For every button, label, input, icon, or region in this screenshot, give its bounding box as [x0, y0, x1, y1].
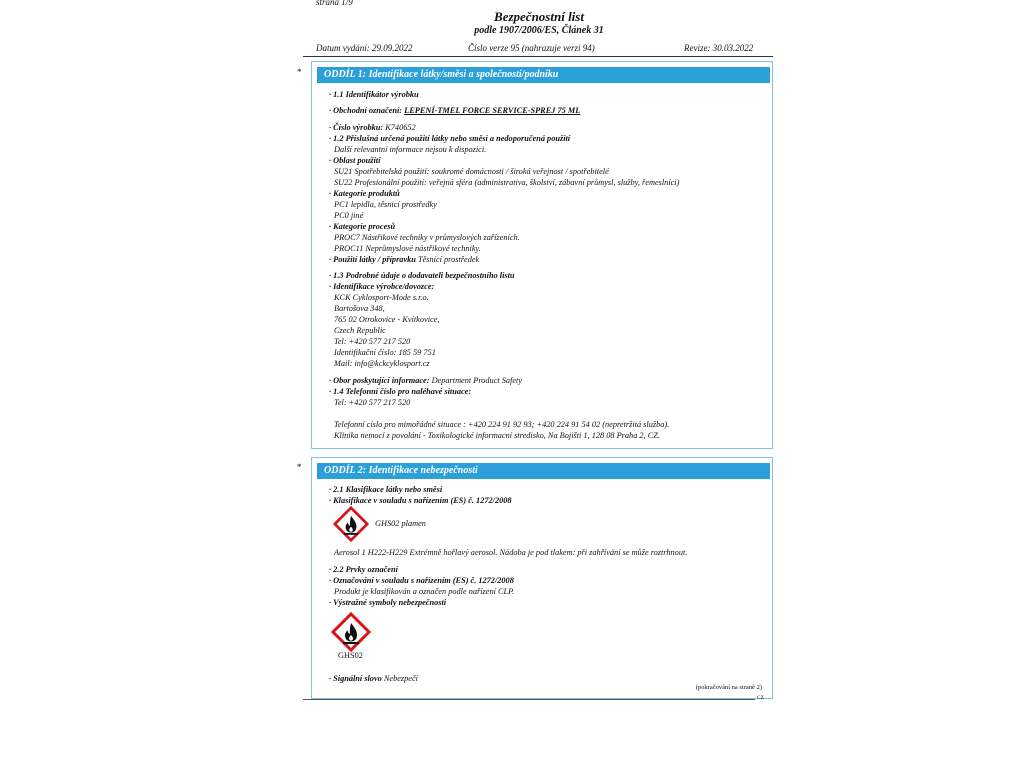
section-1-title: ODDÍL 1: Identifikace látky/směsi a společnosti/podniku — [317, 67, 770, 83]
trade-name-value: LEPENÍ-TMEL FORCE SERVICE-SPREJ 75 ML — [404, 106, 581, 115]
issue-date: Datum vydání: 29.09.2022 — [316, 43, 413, 53]
label-elements-heading: · 2.2 Prvky označení — [329, 565, 398, 574]
info-department-line — [329, 376, 522, 386]
country-code: CZ — [757, 695, 765, 701]
company-city: 765 02 Otrokovice - Kvítkovice, — [334, 315, 440, 324]
classification-heading: · 2.1 Klasifikace látky nebo směsi — [329, 485, 443, 494]
version-number: Číslo verze 95 (nahrazuje verzi 94) — [468, 43, 595, 53]
emergency-phone-heading: · 1.4 Telefonní číslo pro naléhavé situace: — [329, 387, 472, 396]
header-divider — [303, 56, 773, 57]
product-number-line — [329, 123, 416, 133]
company-email: Mail: info@kckcyklosport.cz — [334, 359, 430, 368]
toxicology-center: Klinika nemocí z povolání - Toxikologické informacní stredisko, Na Bojišti 1, 128 08 Praha 2, CZ. — [334, 431, 660, 440]
area-of-use-heading: · Oblast použití — [329, 156, 381, 165]
clp-statement: Produkt je klasifikován a označen podle nařízení CLP. — [334, 587, 515, 596]
info-department-label: · Obor poskytující informace: — [329, 376, 430, 385]
su22-line: SU22 Profesionální použití: veřejná sféra (administrativa, školství, zábavní průmysl, služby, řemeslníci) — [334, 178, 680, 187]
document-subtitle: podle 1907/2006/ES, Článek 31 — [474, 25, 604, 36]
page-number: strana 1/9 — [316, 0, 353, 7]
section-2 — [311, 457, 773, 699]
manufacturer-heading: · Identifikace výrobce/dovozce: — [329, 282, 435, 291]
ghs-pictogram-label: GHS02 plamen — [375, 519, 426, 528]
emergency-phone: Tel: +420 577 217 520 — [334, 398, 411, 407]
company-street: Bartošova 348, — [334, 304, 385, 313]
section-1 — [311, 61, 773, 449]
section-2-title: ODDÍL 2: Identifikace nebezpečnosti — [317, 463, 770, 479]
product-number-value: K740652 — [385, 123, 416, 132]
info-department-value: Department Product Safety — [431, 376, 523, 385]
signal-word-line — [329, 674, 418, 684]
company-id: Identifikační číslo: 185 59 751 — [334, 348, 436, 357]
classification-regulation-heading: · Klasifikace v souladu s nařízením (ES) č. 1272/2008 — [329, 496, 512, 505]
change-marker: * — [297, 462, 302, 472]
company-country: Czech Republic — [334, 326, 386, 335]
trade-name-label: · Obchodní označení: — [329, 106, 403, 115]
product-identifier-heading: · 1.1 Identifikátor výrobku — [329, 90, 419, 99]
trade-name-line — [329, 106, 580, 116]
emergency-phone-extended: Telefonní císlo pro mimořádné situace : +420 224 91 92 93; +420 224 91 54 02 (nepretržitá služba). — [334, 420, 670, 429]
product-categories-heading: · Kategorie produktů — [329, 189, 400, 198]
identified-uses-text: Další relevantní informace nejsou k dispozici. — [334, 145, 487, 154]
hazard-statement: Aerosol 1 H222-H229 Extrémně hořlavý aerosol. Nádoba je pod tlakem: při zahřívání se může roztrhnout. — [334, 548, 688, 557]
substance-use-line — [329, 255, 479, 265]
identified-uses-heading: · 1.2 Příslušná určená použití látky nebo směsi a nedoporučená použití — [329, 134, 571, 143]
supplier-details-heading: · 1.3 Podrobné údaje o dodavateli bezpečnostního listu — [329, 271, 515, 280]
document-title: Bezpečnostní list — [494, 9, 584, 24]
flame-pictogram-icon — [331, 612, 371, 652]
revision-date: Revize: 30.03.2022 — [684, 43, 754, 53]
hazard-pictograms-heading: · Výstražné symboly nebezpečnosti — [329, 598, 447, 607]
proc7-line: PROC7 Nástřikové techniky v průmyslových zařízeních. — [334, 233, 520, 242]
change-marker: * — [297, 67, 302, 77]
flame-pictogram-icon — [333, 506, 369, 542]
su21-line: SU21 Spotřebitelská použití: soukromé domácnosti / široká veřejnost / spotřebitelé — [334, 167, 609, 176]
company-name: KCK Cyklosport-Mode s.r.o. — [334, 293, 429, 302]
footer-divider — [303, 699, 755, 700]
company-phone: Tel: +420 577 217 520 — [334, 337, 411, 346]
proc11-line: PROC11 Neprůmyslové nástřikové techniky. — [334, 244, 481, 253]
substance-use-label: · Použití látky / přípravku — [329, 255, 416, 264]
process-categories-heading: · Kategorie procesů — [329, 222, 396, 231]
product-number-label: · Číslo výrobku: — [329, 123, 384, 132]
ghs-code-label: GHS02 — [338, 651, 363, 660]
signal-word-value: Nebezpečí — [383, 674, 418, 683]
signal-word-label: · Signální slovo — [329, 674, 382, 683]
pc0-line: PC0 jiné — [334, 211, 364, 220]
substance-use-value: Těsnící prostředek — [417, 255, 480, 264]
pc1-line: PC1 lepidla, těsnicí prostředky — [334, 200, 437, 209]
labelling-regulation-heading: · Označování v souladu s nařízením (ES) č. 1272/2008 — [329, 576, 514, 585]
continued-note: (pokračování na straně 2) — [695, 684, 762, 691]
